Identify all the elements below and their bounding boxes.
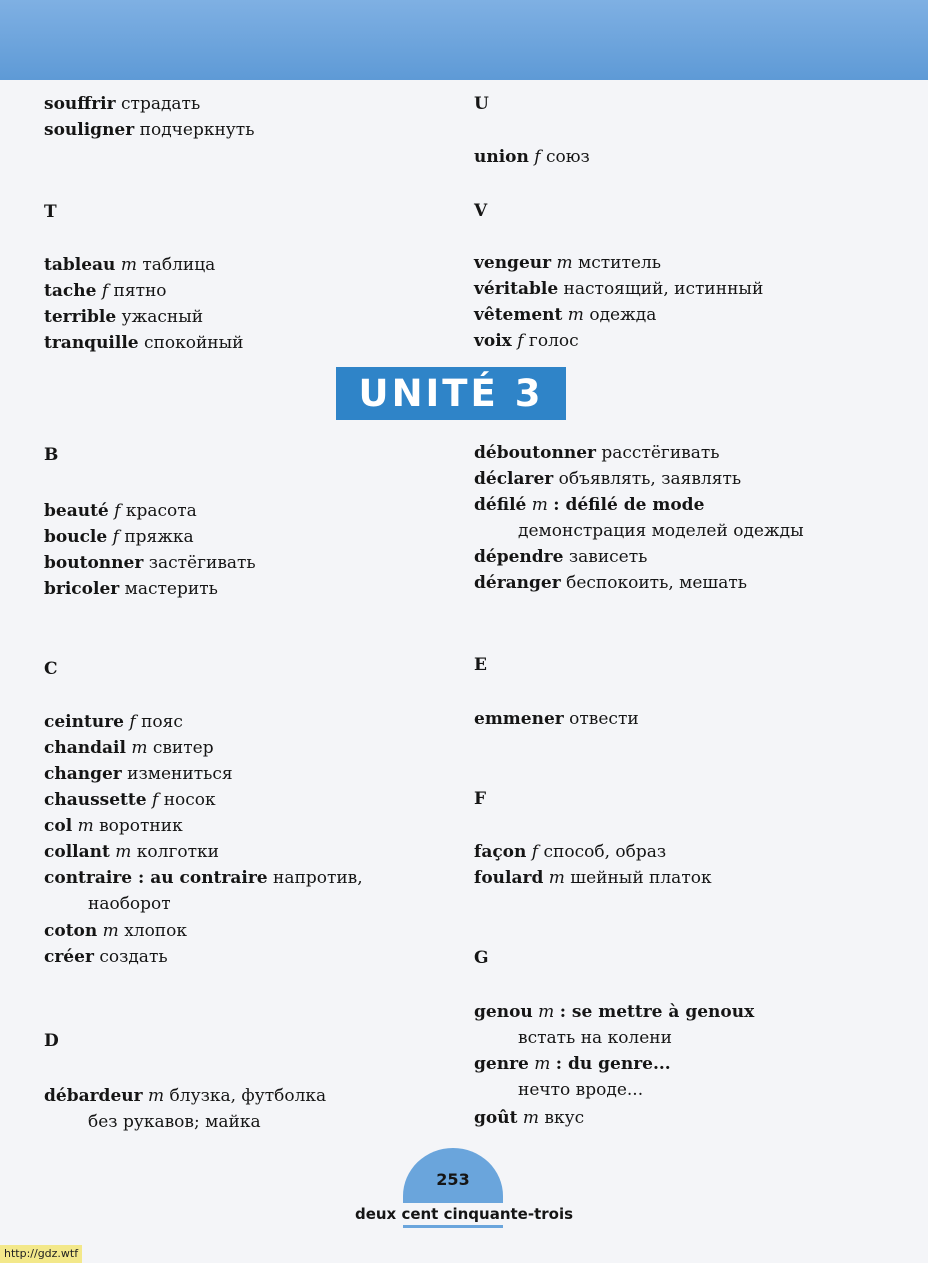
letter-heading-f: F	[474, 789, 487, 809]
gender: m	[522, 1108, 539, 1128]
headword: souligner	[44, 120, 135, 140]
entry-tableau	[44, 254, 215, 276]
headword: voix	[474, 331, 512, 351]
entry-changer	[44, 763, 233, 785]
headword: changer	[44, 764, 122, 784]
translation: измениться	[127, 764, 233, 784]
letter-heading-u: U	[474, 94, 489, 114]
translation: воротник	[99, 816, 183, 836]
headword: déclarer	[474, 469, 554, 489]
gender: m	[148, 1086, 165, 1106]
gender: f	[534, 147, 541, 167]
letter-heading-v: V	[474, 201, 488, 221]
entry-genre-continued	[518, 1079, 643, 1101]
entry-gout	[474, 1107, 584, 1129]
headword: col	[44, 816, 73, 836]
entry-beaute	[44, 500, 197, 522]
headword: débardeur	[44, 1086, 143, 1106]
gender: f	[517, 331, 524, 351]
entry-boutonner	[44, 552, 256, 574]
letter-heading-g: G	[474, 948, 489, 968]
gender: f	[129, 712, 136, 732]
headword: chaussette	[44, 790, 147, 810]
gender: f	[101, 281, 109, 301]
entry-emmener	[474, 708, 639, 730]
entry-declarer	[474, 468, 741, 490]
headword: chandail	[44, 738, 126, 758]
letter-heading-b: B	[44, 445, 59, 465]
translation: застёгивать	[148, 553, 256, 573]
entry-tranquille	[44, 332, 244, 354]
headword: déboutonner	[474, 443, 596, 463]
entry-genou-continued	[518, 1027, 672, 1049]
headword: façon	[474, 842, 527, 862]
translation: демонстрация моделей одежды	[518, 521, 804, 541]
translation: блузка, футболка	[169, 1086, 327, 1106]
entry-deboutonner	[474, 442, 720, 464]
translation: спокойный	[144, 333, 244, 353]
translation: колготки	[136, 842, 219, 862]
entry-voix	[474, 330, 579, 352]
headword: ceinture	[44, 712, 124, 732]
translation: без рукавов; майка	[88, 1112, 261, 1132]
translation: шейный платок	[570, 868, 712, 888]
gender: f	[531, 842, 539, 862]
entry-col	[44, 815, 183, 837]
headword: créer	[44, 947, 94, 967]
letter-heading-d: D	[44, 1031, 59, 1051]
translation: нечто вроде...	[518, 1080, 644, 1100]
translation: мастерить	[124, 579, 218, 599]
gender: f	[151, 790, 159, 810]
entry-veritable	[474, 278, 763, 300]
headword: vêtement	[474, 305, 563, 325]
entry-debardeur-continued	[88, 1111, 261, 1133]
gender: m	[556, 253, 573, 273]
headword-phrase: : se mettre à genoux	[559, 1002, 755, 1022]
entry-terrible	[44, 306, 203, 328]
gender: m	[538, 1002, 555, 1022]
translation: встать на колени	[518, 1028, 672, 1048]
headword: genre	[474, 1054, 529, 1074]
headword: coton	[44, 921, 98, 941]
gender: f	[114, 501, 121, 521]
translation: носок	[163, 790, 216, 810]
headword-phrase: : défilé de mode	[553, 495, 705, 515]
translation: пятно	[113, 281, 167, 301]
translation: красота	[125, 501, 197, 521]
gender: m	[120, 255, 137, 275]
translation: вкус	[544, 1108, 585, 1128]
headword: beauté	[44, 501, 109, 521]
gender: m	[131, 738, 148, 758]
gender: m	[77, 816, 94, 836]
gender: m	[531, 495, 548, 515]
translation: свитер	[152, 738, 214, 758]
gender: m	[115, 842, 132, 862]
headword: véritable	[474, 279, 559, 299]
entry-souffrir	[44, 93, 200, 115]
headword: déranger	[474, 573, 561, 593]
translation: союз	[546, 147, 590, 167]
entry-genre	[474, 1053, 671, 1075]
entry-defile-continued	[518, 520, 804, 542]
entry-chaussette	[44, 789, 216, 811]
entry-foulard	[474, 867, 712, 889]
translation: страдать	[121, 94, 201, 114]
headword: foulard	[474, 868, 544, 888]
headword: collant	[44, 842, 110, 862]
headword: vengeur	[474, 253, 552, 273]
headword: goût	[474, 1108, 518, 1128]
top-color-band	[0, 0, 928, 80]
letter-heading-t: T	[44, 202, 57, 222]
entry-debardeur	[44, 1085, 326, 1107]
headword: boucle	[44, 527, 108, 547]
page-number-words: deux cent cinquante-trois	[300, 1203, 628, 1225]
translation: способ, образ	[543, 842, 667, 862]
translation: таблица	[142, 255, 216, 275]
entry-facon	[474, 841, 666, 863]
translation: мститель	[578, 253, 662, 273]
translation: расстёгивать	[601, 443, 720, 463]
entry-coton	[44, 920, 187, 942]
unit-title-banner: UNITÉ 3	[336, 367, 566, 420]
translation: создать	[99, 947, 168, 967]
entry-tache	[44, 280, 167, 302]
translation: хлопок	[124, 921, 187, 941]
entry-souligner	[44, 119, 254, 141]
headword: bricoler	[44, 579, 120, 599]
headword: contraire : au contraire	[44, 868, 268, 888]
entry-dependre	[474, 546, 647, 568]
entry-ceinture	[44, 711, 183, 733]
gender: m	[567, 305, 584, 325]
entry-boucle	[44, 526, 194, 548]
watermark-link[interactable]: http://gdz.wtf	[0, 1245, 82, 1263]
translation: напротив,	[273, 868, 363, 888]
entry-creer	[44, 946, 168, 968]
entry-vetement	[474, 304, 656, 326]
translation: ужасный	[121, 307, 204, 327]
headword: dépendre	[474, 547, 564, 567]
entry-vengeur	[474, 252, 661, 274]
entry-contraire	[44, 867, 363, 889]
entry-collant	[44, 841, 219, 863]
entry-union	[474, 146, 590, 168]
translation: одежда	[589, 305, 657, 325]
entry-deranger	[474, 572, 747, 594]
translation: подчеркнуть	[139, 120, 255, 140]
headword: tache	[44, 281, 97, 301]
translation: пряжка	[124, 527, 194, 547]
headword: terrible	[44, 307, 117, 327]
headword: emmener	[474, 709, 564, 729]
headword-phrase: : du genre...	[555, 1054, 671, 1074]
headword: boutonner	[44, 553, 144, 573]
letter-heading-c: C	[44, 659, 58, 679]
translation: зависеть	[568, 547, 648, 567]
headword: souffrir	[44, 94, 116, 114]
entry-defile	[474, 494, 704, 516]
translation: настоящий, истинный	[563, 279, 764, 299]
translation: наоборот	[88, 894, 171, 914]
headword: genou	[474, 1002, 533, 1022]
gender: f	[112, 527, 119, 547]
entry-bricoler	[44, 578, 218, 600]
entry-genou	[474, 1001, 754, 1023]
headword: union	[474, 147, 529, 167]
translation: голос	[528, 331, 579, 351]
gender: m	[102, 921, 119, 941]
gender: m	[548, 868, 565, 888]
entry-contraire-continued	[88, 893, 171, 915]
translation: объявлять, заявлять	[558, 469, 742, 489]
headword: tranquille	[44, 333, 139, 353]
gender: m	[534, 1054, 551, 1074]
page-number: 253	[436, 1170, 470, 1189]
letter-heading-e: E	[474, 655, 487, 675]
translation: отвести	[569, 709, 639, 729]
translation: беспокоить, мешать	[566, 573, 748, 593]
entry-chandail	[44, 737, 214, 759]
headword: tableau	[44, 255, 116, 275]
translation: пояс	[141, 712, 183, 732]
headword: défilé	[474, 495, 527, 515]
